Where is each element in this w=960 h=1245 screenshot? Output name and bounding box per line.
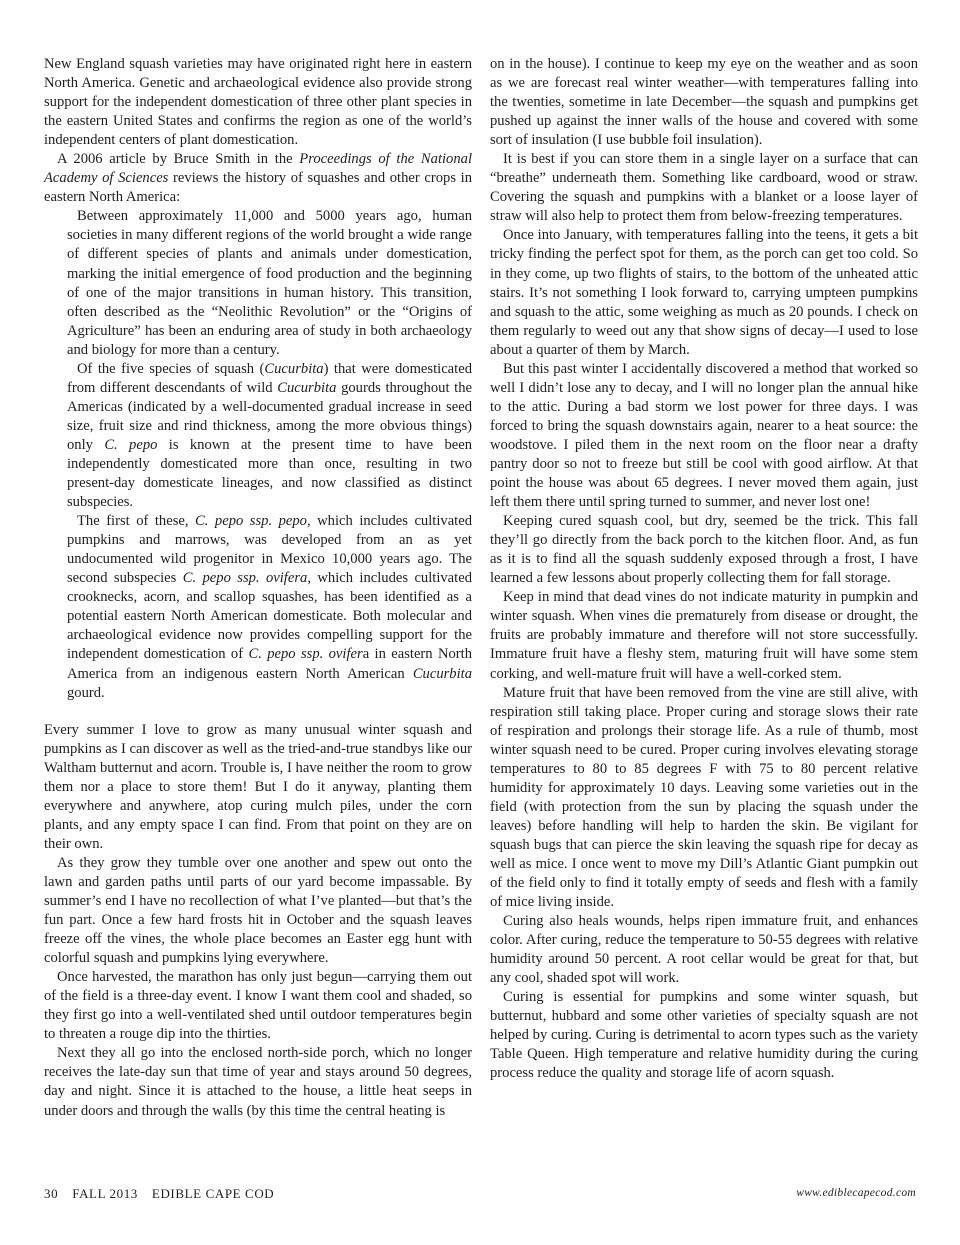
page-number: 30 (44, 1186, 59, 1201)
paragraph: Curing is essential for pumpkins and some winter squash, but butternut, hubbard and some other varieties of specialty squash are not helped by curing. Curing is detrimental to acorn types such as the variety Table Queen. High temperature and relative humidity during the curing process reduce the quality and storage life of acorn squash. (490, 989, 918, 1082)
species-name: C. pepo ssp. pepo (195, 513, 307, 530)
text-run: gourds throughout the Americas (indicated by a well-documented gradual increase in seed size, fruit size and rind thickness, among the more obvious things) only (67, 379, 472, 453)
text-run: a in eastern North America from an indigenous eastern North American (67, 646, 472, 682)
species-name: C. pepo ssp. ovifer (248, 646, 363, 663)
text-run: ) that were domesticated from different descendants of wild (67, 360, 472, 396)
paragraph: Keeping cured squash cool, but dry, seemed be the trick. This fall they’ll go directly from the back porch to the kitchen floor. And, as fun as it is to find all the squash suddenly exposed through a frost, I have learned a few lessons about properly collecting them for fall storage. (490, 513, 918, 587)
footer-left (44, 1186, 288, 1202)
paragraph: Once into January, with temperatures falling into the teens, it gets a bit tricky finding the perfect spot for them, as the porch can get too cold. So in they come, up two flights of stairs, to the bottom of the unheated attic stairs. It’s not something I look forward to, carrying umpteen pumpkins and squash to the attic, some weighing as much as 20 pounds. I check on them regularly to weed out any that show signs of decay—I used to lose about a quarter of them by March. (490, 227, 918, 358)
journal-title: Proceedings of the National Academy of Sciences (44, 151, 472, 187)
text-run: The first of these, (77, 513, 196, 530)
text-run: gourd. (67, 684, 105, 701)
issue-label: FALL 2013 (72, 1186, 138, 1201)
paragraph: Curing also heals wounds, helps ripen immature fruit, and enhances color. After curing, reduce the temperature to 50-55 degrees with relative humidity around 50 percent. A root cellar would be great for that, but any cool, shaded spot will work. (490, 913, 918, 987)
page-footer (44, 1186, 916, 1206)
text-run: Of the five species of squash ( (77, 360, 265, 377)
paragraph: Once harvested, the marathon has only just begun—carrying them out of the field is a three-day event. I know I want them cool and shaded, so they first go into a well-ventilated shed until outdoor temperatures begin to threaten a rouge dip into the thirties. (44, 969, 472, 1043)
right-column (490, 55, 918, 1084)
paragraph: Keep in mind that dead vines do not indicate maturity in pumpkin and winter squash. When vines die prematurely from disease or drought, the fruits are probably immature and therefore will not store successfully. Immature fruit have a fleshy stem, maturing fruit will have some stem corking, and well-mature fruit will have a well-corked stem. (490, 589, 918, 682)
species-name: Cucurbita (277, 379, 337, 396)
paragraph: Next they all go into the enclosed north-side porch, which no longer receives the late-day sun that time of year and stays around 50 degrees, day and night. Since it is attached to the house, a little heat seeps in under doors and through the walls (by this time the central heating is (44, 1045, 472, 1119)
species-name: C. pepo (104, 436, 158, 453)
paragraph: It is best if you can store them in a single layer on a surface that can “breathe” underneath them. Something like cardboard, wood or straw. Covering the squash and pumpkins with a blanket or a loose layer of straw will also help to protect them from below-freezing temperatures. (490, 151, 918, 225)
left-column (44, 55, 472, 1121)
quote-paragraph (67, 512, 472, 702)
text-run: , which includes cultivated pumpkins and marrows, was developed from an as yet undocumented wild progenitor in Mexico 10,000 years ago. The second subspecies (67, 513, 472, 587)
paragraph: Every summer I love to grow as many unusual winter squash and pumpkins as I can discover as well as the tried-and-true standbys like our Waltham butternut and acorn. Trouble is, I have neither the room to grow them nor a place to store them! But I do it anyway, planting them everywhere and anywhere, atop curing mulch piles, under the corn plants, and any empty space I can find. From that point on they are on their own. (44, 721, 472, 852)
paragraph: on in the house). I continue to keep my eye on the weather and as soon as we are forecast real winter weather—with temperatures falling into the twenties, sometime in late December—the squash and pumpkins get pushed up against the inner walls of the house and covered with some sort of insulation (I use bubble foil insulation). (490, 56, 918, 149)
text-run: A 2006 article by Bruce Smith in the (57, 151, 300, 168)
paragraph: New England squash varieties may have originated right here in eastern North America. Genetic and archaeological evidence also provide strong support for the independent domestication of three other plant species in the eastern United States and confirms the region as one of the world’s independent centers of plant domestication. (44, 56, 472, 149)
text-run: , which includes cultivated crooknecks, acorn, and scallop squashes, has been identified as a potential eastern North American domesticate. Both molecular and archaeological evidence now provides compelling support for the independent domestication of (67, 570, 472, 663)
quote-paragraph: Between approximately 11,000 and 5000 years ago, human societies in many different regions of the world brought a wide range of different species of plants and animals under domestication, marking the initial emergence of food production and the beginning of one of the major transitions in human history. This transition, often described as the “Neolithic Revolution” or the “Origins of Agriculture” has been an enduring area of study in both archaeology and biology for more than a century. (67, 208, 472, 358)
section-gap (44, 703, 472, 721)
paragraph: But this past winter I accidentally discovered a method that worked so well I didn’t lose any to decay, and I will no longer plan the annual hike to the attic. During a bad storm we lost power for three days. I was forced to bring the squash downstairs again, nearer to a heat source: the woodstove. I piled them in the next room on the floor near a drafty pantry door so not to freeze but still be cool with good airflow. At that point the house was about 65 degrees. I never moved them again, just left them there until spring turned to summer, and never lost one! (490, 360, 918, 511)
website-link[interactable]: www.ediblecapecod.com (796, 1187, 916, 1199)
species-name: C. pepo ssp. ovifera (182, 570, 308, 587)
species-name: Cucurbita (264, 360, 324, 377)
species-name: Cucurbita (412, 665, 472, 682)
text-run: reviews the history of squashes and other crops in eastern North America: (44, 170, 472, 206)
paragraph: Mature fruit that have been removed from the vine are still alive, with respiration still taking place. Proper curing and storage slows their rate of respiration and prolongs their storage life. As a rule of thumb, most winter squash need to be cured. Proper curing involves elevating storage temperatures to 80 to 85 degrees F with 75 to 80 percent relative humidity for approximately 10 days. Leaving some varieties out in the field (with protection from the sun by placing the squash under the leaves) before handling will help to harden the skin. Be vigilant for squash bugs that can pierce the skin leaving the squash ripe for decay as well as mice. I once went to move my Dill’s Atlantic Giant pumpkin out of the field only to find it totally empty of seeds and flesh with a family of mice living inside. (490, 684, 918, 911)
block-quote (67, 207, 472, 702)
paragraph (44, 150, 472, 207)
quote-paragraph (67, 360, 472, 512)
text-run: is known at the present time to have been independently domesticated more than once, resulting in two present-day domesticate lineages, and now classified as distinct subspecies. (67, 436, 473, 511)
paragraph: As they grow they tumble over one another and spew out onto the lawn and garden paths until parts of our yard become impassable. By summer’s end I have no recollection of what I’ve planted—but that’s the fun part. Once a few hard frosts hit in October and the squash leaves freeze off the vines, the whole place becomes an Easter egg hunt with colorful squash and pumpkins lying everywhere. (44, 854, 472, 967)
magazine-name: EDIBLE CAPE COD (151, 1186, 275, 1201)
